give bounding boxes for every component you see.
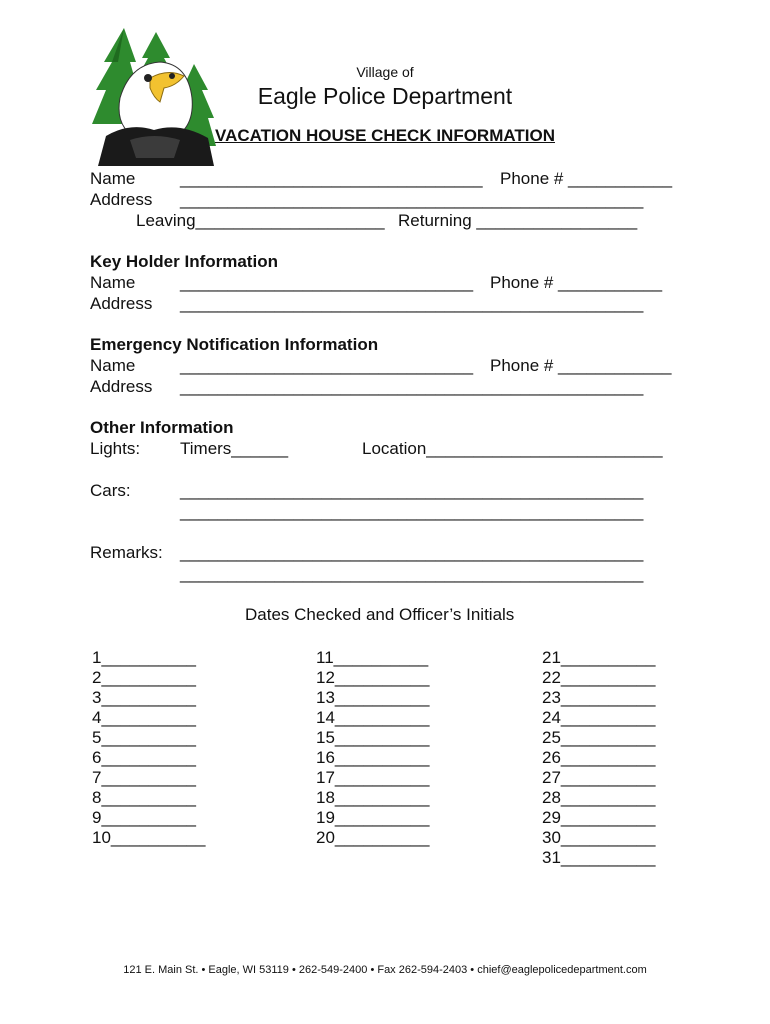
- remarks-field-line-1[interactable]: _________________________________________________: [180, 543, 644, 562]
- remarks-field-line-2[interactable]: _________________________________________________: [180, 564, 644, 583]
- date-row[interactable]: 3__________: [92, 688, 197, 707]
- other-heading: Other Information: [90, 418, 234, 437]
- date-row[interactable]: 28__________: [542, 788, 656, 807]
- dates-column-1: [92, 648, 252, 848]
- remarks-label: Remarks:: [90, 543, 163, 562]
- cars-field-line-2[interactable]: _________________________________________________: [180, 502, 644, 521]
- lights-label: Lights:: [90, 439, 141, 458]
- date-row[interactable]: 18__________: [316, 788, 430, 807]
- emergency-address-label: Address: [90, 377, 153, 396]
- date-row[interactable]: 15__________: [316, 728, 430, 747]
- owner-address-label: Address: [90, 190, 153, 209]
- date-row[interactable]: 1__________: [92, 648, 197, 667]
- date-row[interactable]: 9__________: [92, 808, 197, 827]
- date-row[interactable]: 10__________: [92, 828, 206, 847]
- owner-name-label: Name: [90, 169, 136, 188]
- date-row[interactable]: 27__________: [542, 768, 656, 787]
- date-row[interactable]: 19__________: [316, 808, 430, 827]
- cars-field-line-1[interactable]: _________________________________________________: [180, 481, 644, 500]
- key-holder-address-label: Address: [90, 294, 153, 313]
- date-row[interactable]: 2__________: [92, 668, 197, 687]
- date-row[interactable]: 23__________: [542, 688, 656, 707]
- date-row[interactable]: 31__________: [542, 848, 656, 867]
- location-field[interactable]: Location_________________________: [362, 439, 663, 458]
- footer-contact: 121 E. Main St. • Eagle, WI 53119 • 262-549-2400 • Fax 262-594-2403 • chief@eaglepolicedepartment.com: [123, 964, 647, 976]
- date-row[interactable]: 8__________: [92, 788, 197, 807]
- date-row[interactable]: 7__________: [92, 768, 197, 787]
- dates-heading: Dates Checked and Officer’s Initials: [245, 605, 515, 624]
- date-row[interactable]: 11__________: [316, 648, 429, 667]
- timers-field[interactable]: Timers______: [180, 439, 289, 458]
- date-row[interactable]: 26__________: [542, 748, 656, 767]
- emergency-phone-field[interactable]: Phone # ____________: [490, 356, 672, 375]
- key-holder-heading: Key Holder Information: [90, 252, 278, 271]
- emergency-heading: Emergency Notification Information: [90, 335, 379, 354]
- date-row[interactable]: 17__________: [316, 768, 430, 787]
- owner-name-field[interactable]: ________________________________: [180, 169, 483, 188]
- date-row[interactable]: 25__________: [542, 728, 656, 747]
- date-row[interactable]: 14__________: [316, 708, 430, 727]
- form-title: VACATION HOUSE CHECK INFORMATION: [215, 126, 555, 145]
- date-row[interactable]: 12__________: [316, 668, 430, 687]
- date-row[interactable]: 30__________: [542, 828, 656, 847]
- village-of-label: Village of: [356, 64, 414, 80]
- date-row[interactable]: 20__________: [316, 828, 430, 847]
- date-row[interactable]: 6__________: [92, 748, 197, 767]
- key-holder-address-field[interactable]: _________________________________________________: [180, 294, 644, 313]
- key-holder-name-label: Name: [90, 273, 136, 292]
- department-title: Eagle Police Department: [257, 83, 513, 109]
- leaving-field[interactable]: Leaving____________________: [136, 211, 385, 230]
- date-row[interactable]: 4__________: [92, 708, 197, 727]
- dates-column-2: [316, 648, 476, 848]
- owner-address-field[interactable]: _________________________________________________: [180, 190, 644, 209]
- date-row[interactable]: 21__________: [542, 648, 656, 667]
- emergency-name-label: Name: [90, 356, 136, 375]
- emergency-name-field[interactable]: _______________________________: [180, 356, 474, 375]
- date-row[interactable]: 22__________: [542, 668, 656, 687]
- owner-phone-field[interactable]: Phone # ___________: [500, 169, 673, 188]
- date-row[interactable]: 24__________: [542, 708, 656, 727]
- date-row[interactable]: 13__________: [316, 688, 430, 707]
- dates-column-3: [542, 648, 702, 868]
- date-row[interactable]: 16__________: [316, 748, 430, 767]
- emergency-address-field[interactable]: _________________________________________________: [180, 377, 644, 396]
- returning-field[interactable]: Returning _________________: [398, 211, 638, 230]
- date-row[interactable]: 29__________: [542, 808, 656, 827]
- key-holder-phone-field[interactable]: Phone # ___________: [490, 273, 663, 292]
- date-row[interactable]: 5__________: [92, 728, 197, 747]
- key-holder-name-field[interactable]: _______________________________: [180, 273, 474, 292]
- cars-label: Cars:: [90, 481, 131, 500]
